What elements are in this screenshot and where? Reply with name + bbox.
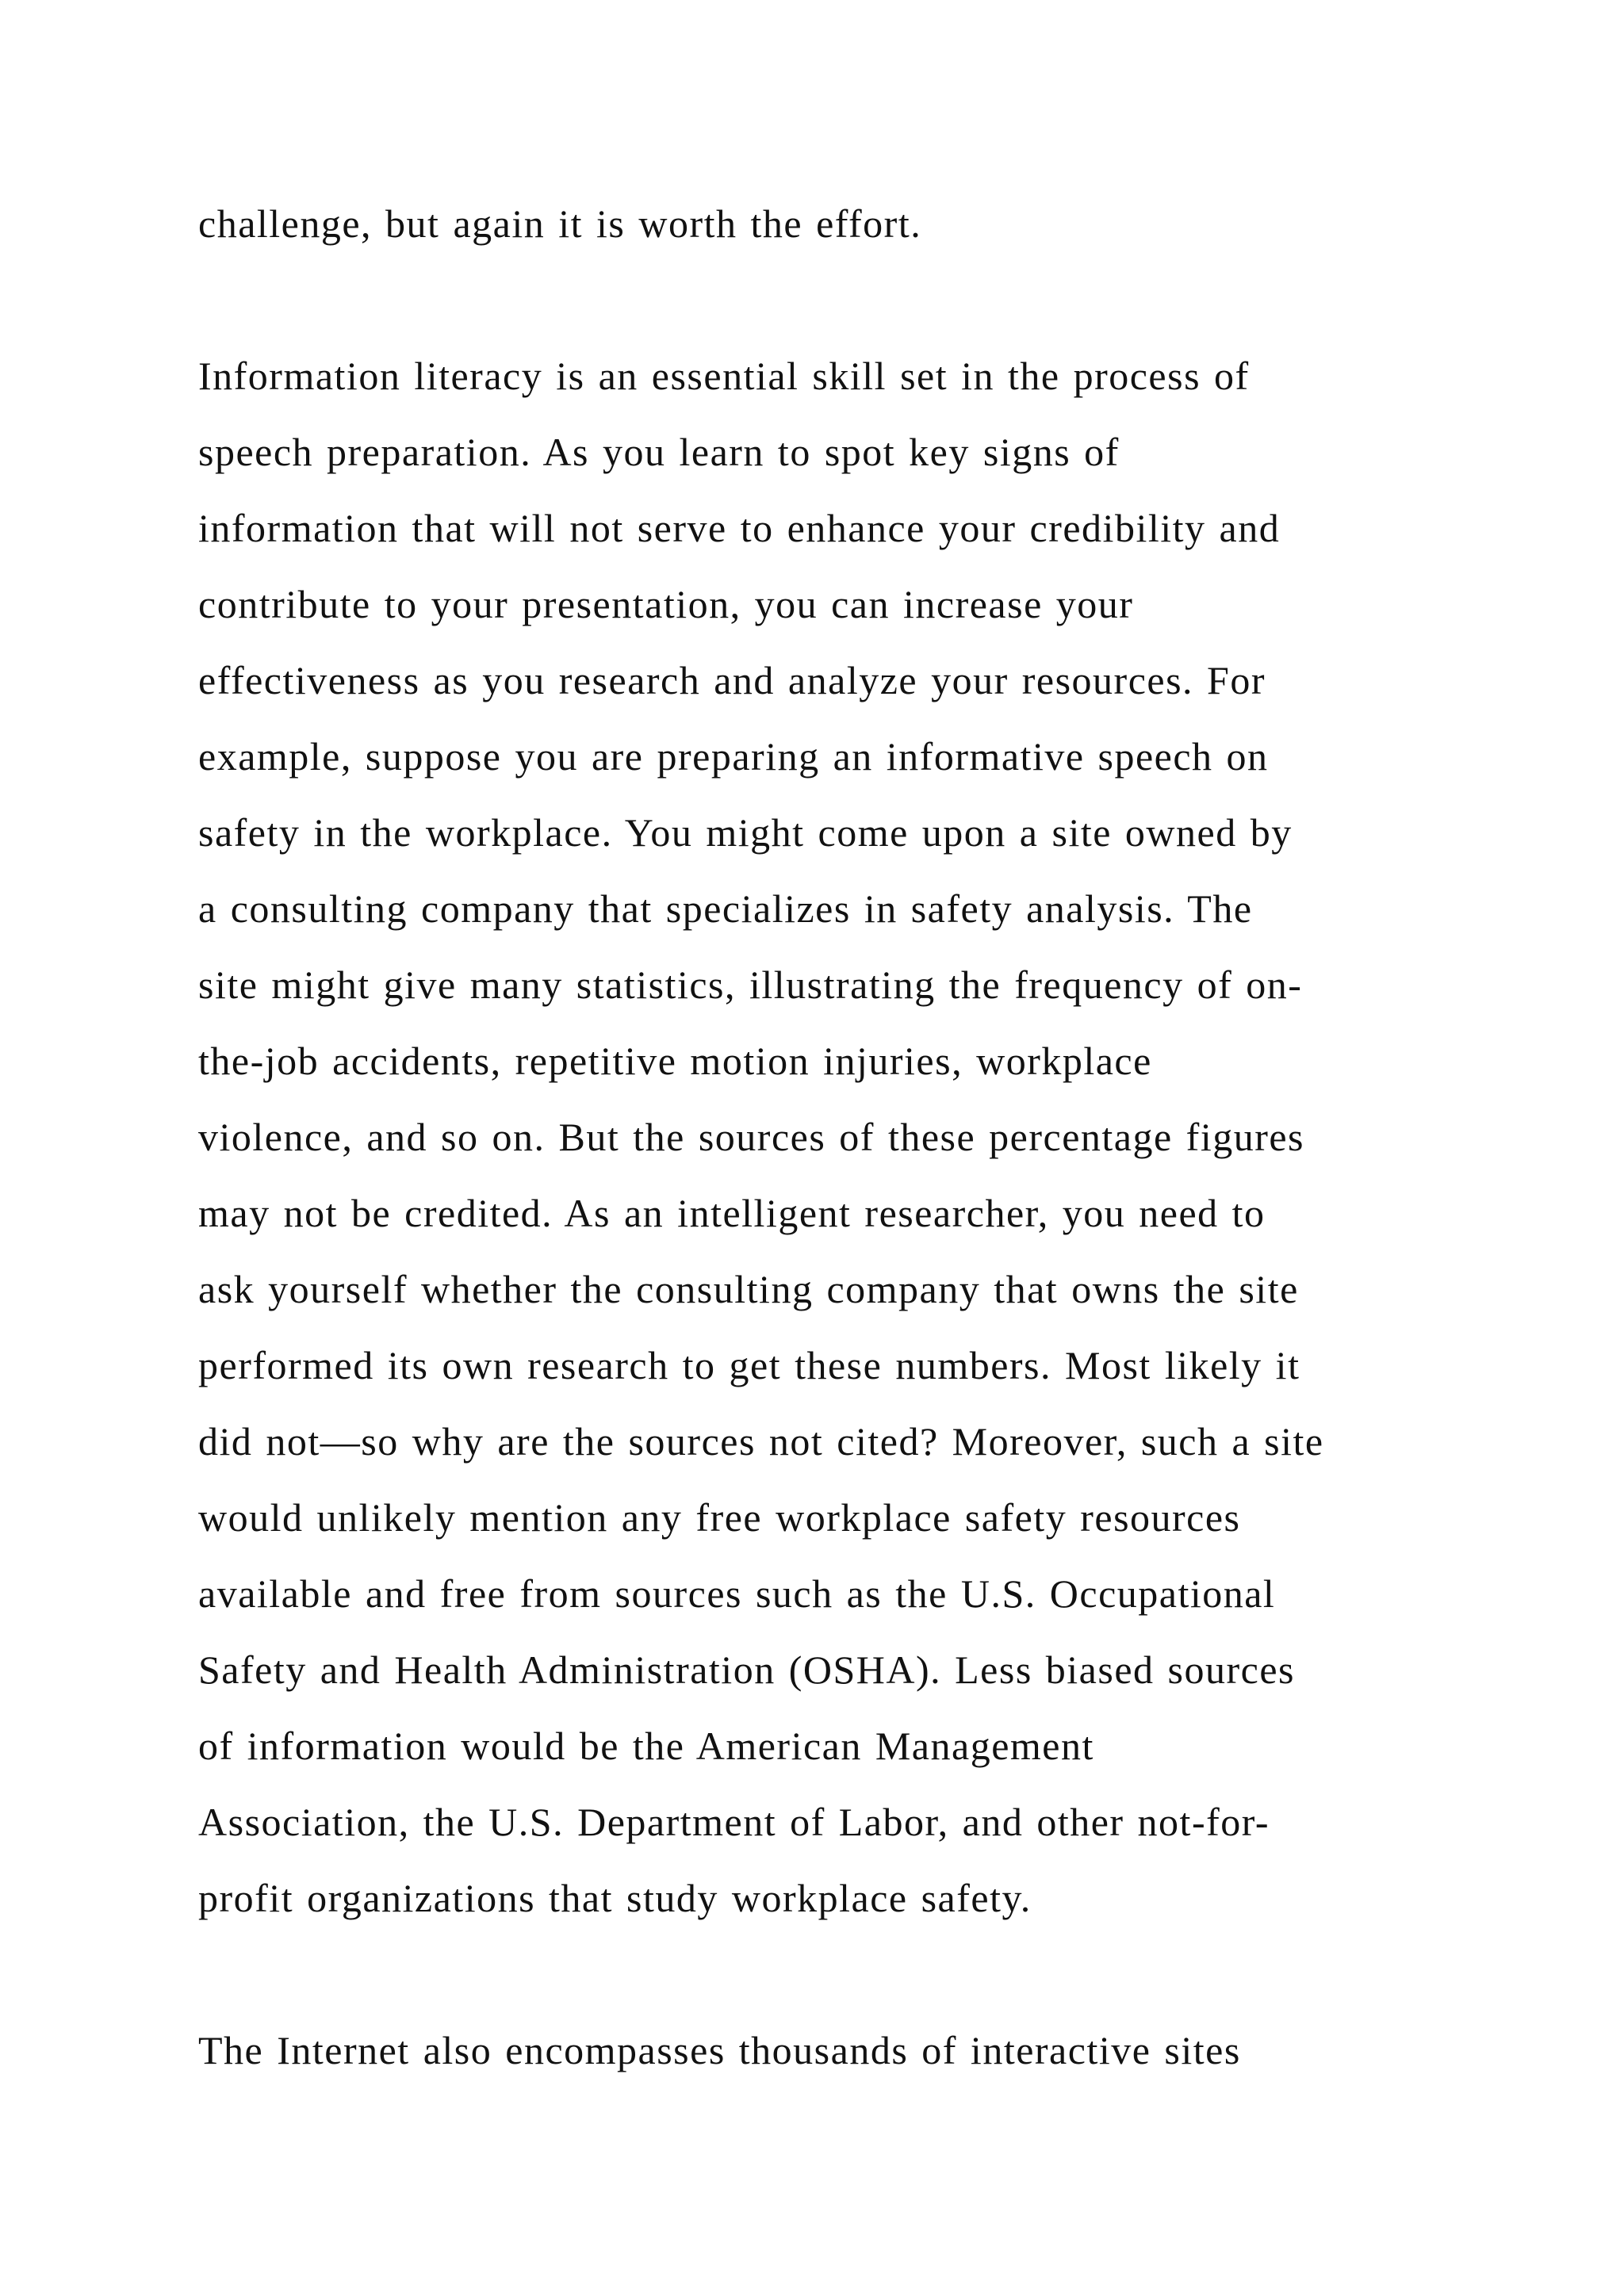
text-line: site might give many statistics, illustrating the frequency of on- xyxy=(198,962,1303,1007)
text-line: a consulting company that specializes in safety analysis. The xyxy=(198,886,1253,931)
text-line: Information literacy is an essential skill set in the process of xyxy=(198,354,1250,398)
text-line: The Internet also encompasses thousands of interactive sites xyxy=(198,2028,1241,2072)
text-line: profit organizations that study workplace safety. xyxy=(198,1876,1032,1920)
text-line: may not be credited. As an intelligent researcher, you need to xyxy=(198,1191,1266,1235)
text-line: speech preparation. As you learn to spot key signs of xyxy=(198,430,1120,474)
text-line: Safety and Health Administration (OSHA). Less biased sources xyxy=(198,1647,1295,1692)
text-line: effectiveness as you research and analyze your resources. For xyxy=(198,658,1266,702)
text-line: violence, and so on. But the sources of these percentage figures xyxy=(198,1115,1305,1159)
text-line: challenge, but again it is worth the effort. xyxy=(198,201,922,246)
text-line: example, suppose you are preparing an informative speech on xyxy=(198,734,1269,779)
text-line: of information would be the American Management xyxy=(198,1724,1094,1768)
text-line: safety in the workplace. You might come upon a site owned by xyxy=(198,810,1293,855)
text-line: did not—so why are the sources not cited? Moreover, such a site xyxy=(198,1419,1324,1464)
text-line: ask yourself whether the consulting company that owns the site xyxy=(198,1267,1299,1311)
text-line: Association, the U.S. Department of Labor, and other not-for- xyxy=(198,1800,1270,1844)
text-line: the-job accidents, repetitive motion injuries, workplace xyxy=(198,1039,1152,1083)
text-line: information that will not serve to enhance your credibility and xyxy=(198,506,1281,550)
text-line: performed its own research to get these numbers. Most likely it xyxy=(198,1343,1300,1387)
text-line: would unlikely mention any free workplace safety resources xyxy=(198,1495,1241,1540)
text-line: contribute to your presentation, you can increase your xyxy=(198,582,1134,626)
text-line: available and free from sources such as the U.S. Occupational xyxy=(198,1571,1276,1616)
